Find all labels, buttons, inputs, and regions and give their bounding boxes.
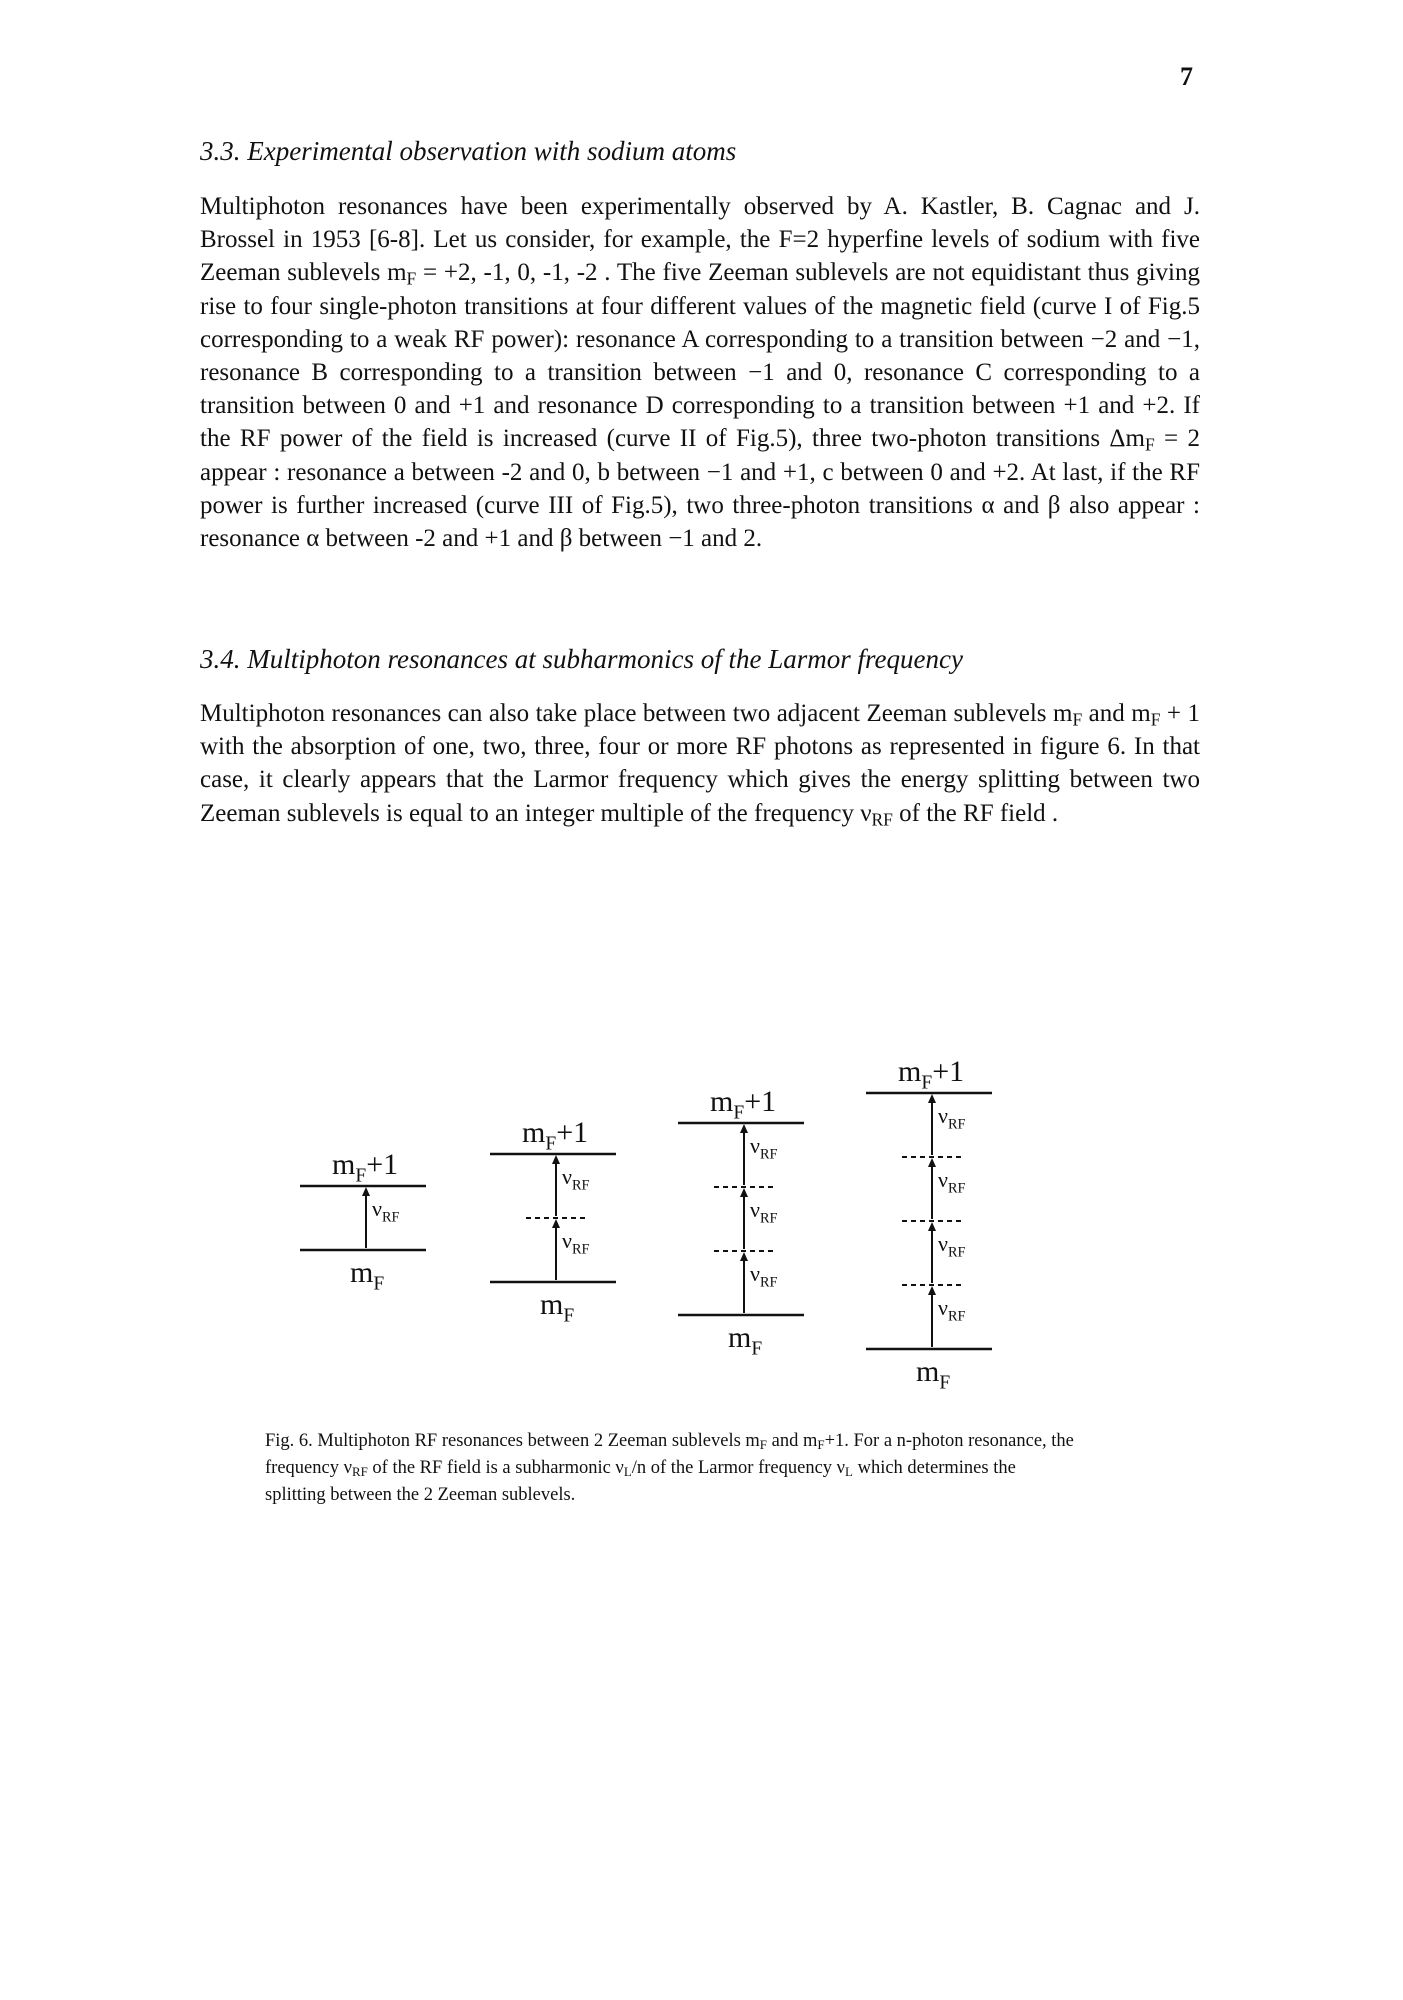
arrow-head: [740, 1124, 748, 1133]
figure-6-energy-level-diagram: [300, 1025, 1060, 1405]
upper-level-label: $m_F+1$: [710, 1085, 777, 1124]
arrow-head: [362, 1187, 370, 1196]
upper-level-label: $m_F+1$: [898, 1055, 965, 1094]
arrow-head: [740, 1252, 748, 1261]
photon-label: $\nu_{RF}$: [938, 1103, 966, 1133]
section-heading-3-3: 3.3. Experimental observation with sodium atoms: [200, 136, 737, 166]
arrow-head: [928, 1222, 936, 1231]
arrow-head: [928, 1158, 936, 1167]
arrow-head: [740, 1188, 748, 1197]
lower-level-label: $m_F$: [540, 1288, 575, 1327]
upper-level-label: $m_F+1$: [332, 1148, 399, 1187]
photon-label: $\nu_{RF}$: [372, 1196, 400, 1226]
arrow-head: [928, 1286, 936, 1295]
figure-6-caption: Fig. 6. Multiphoton RF resonances between 2 Zeeman sublevels $m_F$ and $m_F+1$. For a n-photon resonance, the frequency $\nu_{RF}$ of the RF field is a subharmonic $\nu_L/n$ of the Larmor frequency $\nu_L$ which determines the splitting between the 2 Zeeman sublevels.: [265, 1431, 1074, 1505]
arrow-head: [552, 1155, 560, 1164]
photon-label: $\nu_{RF}$: [938, 1231, 966, 1261]
lower-level-label: $m_F$: [916, 1355, 951, 1394]
photon-label: $\nu_{RF}$: [750, 1261, 778, 1291]
photon-label: $\nu_{RF}$: [938, 1295, 966, 1325]
arrow-head: [552, 1219, 560, 1228]
photon-label: $\nu_{RF}$: [562, 1228, 590, 1258]
section-3-4-paragraph: Multiphoton resonances can also take place between two adjacent Zeeman sublevels $m_F$ and $m_F + 1$ with the absorption of one, two, three, four or more RF photons as represented in figure 6. In that case, it clearly appears that the Larmor frequency which gives the energy splitting between two Zeeman sublevels is equal to an integer multiple of the frequency $\nu_{RF}$ of the RF field .: [200, 700, 1200, 829]
photon-label: $\nu_{RF}$: [938, 1167, 966, 1197]
arrow-head: [928, 1094, 936, 1103]
photon-label: $\nu_{RF}$: [562, 1164, 590, 1194]
section-3-3-paragraph: Multiphoton resonances have been experimentally observed by A. Kastler, B. Cagnac and J. Brossel in 1953 [6-8]. Let us consider, for example, the F=2 hyperfine levels of sodium with five Zeeman sublevels $m_F = +2$, -1, 0, -1, -2 . The five Zeeman sublevels are not equidistant thus giving rise to four single-photon transitions at four different values of the magnetic field (curve I of Fig.5 corresponding to a weak RF power): resonance A corresponding to a transition between −2 and −1, resonance B corresponding to a transition between −1 and 0, resonance C corresponding to a transition between 0 and +1 and resonance D corresponding to a transition between +1 and +2. If the RF power of the field is increased (curve II of Fig.5), three two-photon transitions $\Delta m_F = 2$ appear : resonance a between -2 and 0, b between −1 and +1, c between 0 and +2. At last, if the RF power is further increased (curve III of Fig.5), two three-photon transitions α and β also appear : resonance α between -2 and +1 and β between −1 and 2.: [200, 193, 1200, 553]
page-number: 7: [1180, 62, 1193, 91]
photon-label: $\nu_{RF}$: [750, 1197, 778, 1227]
photon-label: $\nu_{RF}$: [750, 1133, 778, 1163]
lower-level-label: $m_F$: [728, 1321, 763, 1360]
lower-level-label: $m_F$: [350, 1256, 385, 1295]
section-heading-3-4: 3.4. Multiphoton resonances at subharmonics of the Larmor frequency: [200, 644, 963, 674]
upper-level-label: $m_F+1$: [522, 1116, 589, 1155]
